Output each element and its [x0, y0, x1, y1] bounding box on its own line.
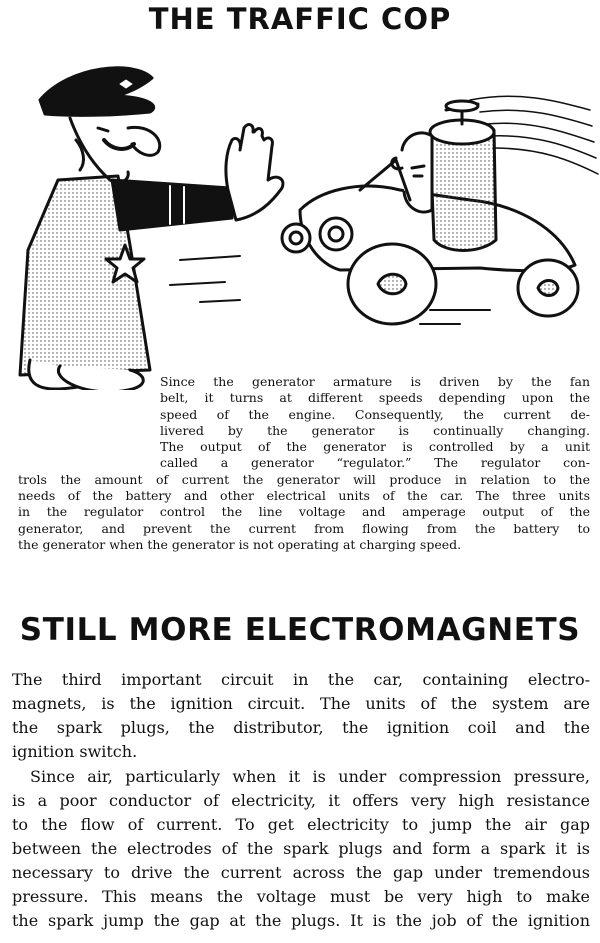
paragraph-line: The third important circuit in the car, containing electro- — [12, 670, 590, 689]
paragraph-line: magnets, is the ignition circuit. The units of the system are — [12, 694, 590, 713]
paragraph-air-resistance — [12, 765, 590, 933]
paragraph-line: the spark jump the gap at the plugs. It is the job of the ignition — [12, 911, 590, 930]
traffic-cop-illustration — [0, 40, 600, 390]
caption-line: livered by the generator is continually changing. — [160, 422, 590, 438]
paragraph-line: Since air, particularly when it is under compression pressure, — [30, 767, 590, 786]
caption-line: in the regulator control the line voltage and amperage output of the — [18, 504, 590, 520]
traffic-cop-figure — [20, 68, 283, 390]
page-title: THE TRAFFIC COP — [148, 2, 452, 36]
paragraph-line: is a poor conductor of electricity, it offers very high resistance — [12, 791, 590, 810]
caption-line: trols the amount of current the generator will produce in relation to the — [18, 471, 590, 487]
paragraph-ignition-circuit — [12, 668, 590, 764]
paragraph-line: the spark plugs, the distributor, the ignition coil and the — [12, 718, 590, 737]
paragraph-line: pressure. This means the voltage must be very high to make — [12, 887, 590, 906]
caption-line: the generator when the generator is not operating at charging speed. — [18, 536, 462, 552]
caption-line: The output of the generator is controlled by a unit — [160, 439, 590, 455]
caption-line: Since the generator armature is driven by the fan — [160, 374, 590, 389]
paragraph-line: between the electrodes of the spark plugs and form a spark it is — [12, 839, 590, 858]
paragraph-line: ignition switch. — [12, 742, 138, 761]
caption-line: belt, it turns at different speeds depending upon the — [160, 390, 590, 406]
paragraph-line: necessary to drive the current across the gap under tremendous — [12, 863, 590, 882]
section-heading: STILL MORE ELECTROMAGNETS — [19, 612, 581, 648]
caption-text — [18, 374, 590, 553]
caption-line: generator, and prevent the current from flowing from the battery to — [18, 520, 590, 536]
caption-line: needs of the battery and other electrical units of the car. The three units — [18, 488, 590, 504]
paragraph-line: to the flow of current. To get electricity to jump the air gap — [12, 815, 590, 834]
caption-line: speed of the engine. Consequently, the current de- — [160, 406, 590, 422]
caption-line: called a generator “regulator.” The regulator con- — [160, 455, 590, 471]
